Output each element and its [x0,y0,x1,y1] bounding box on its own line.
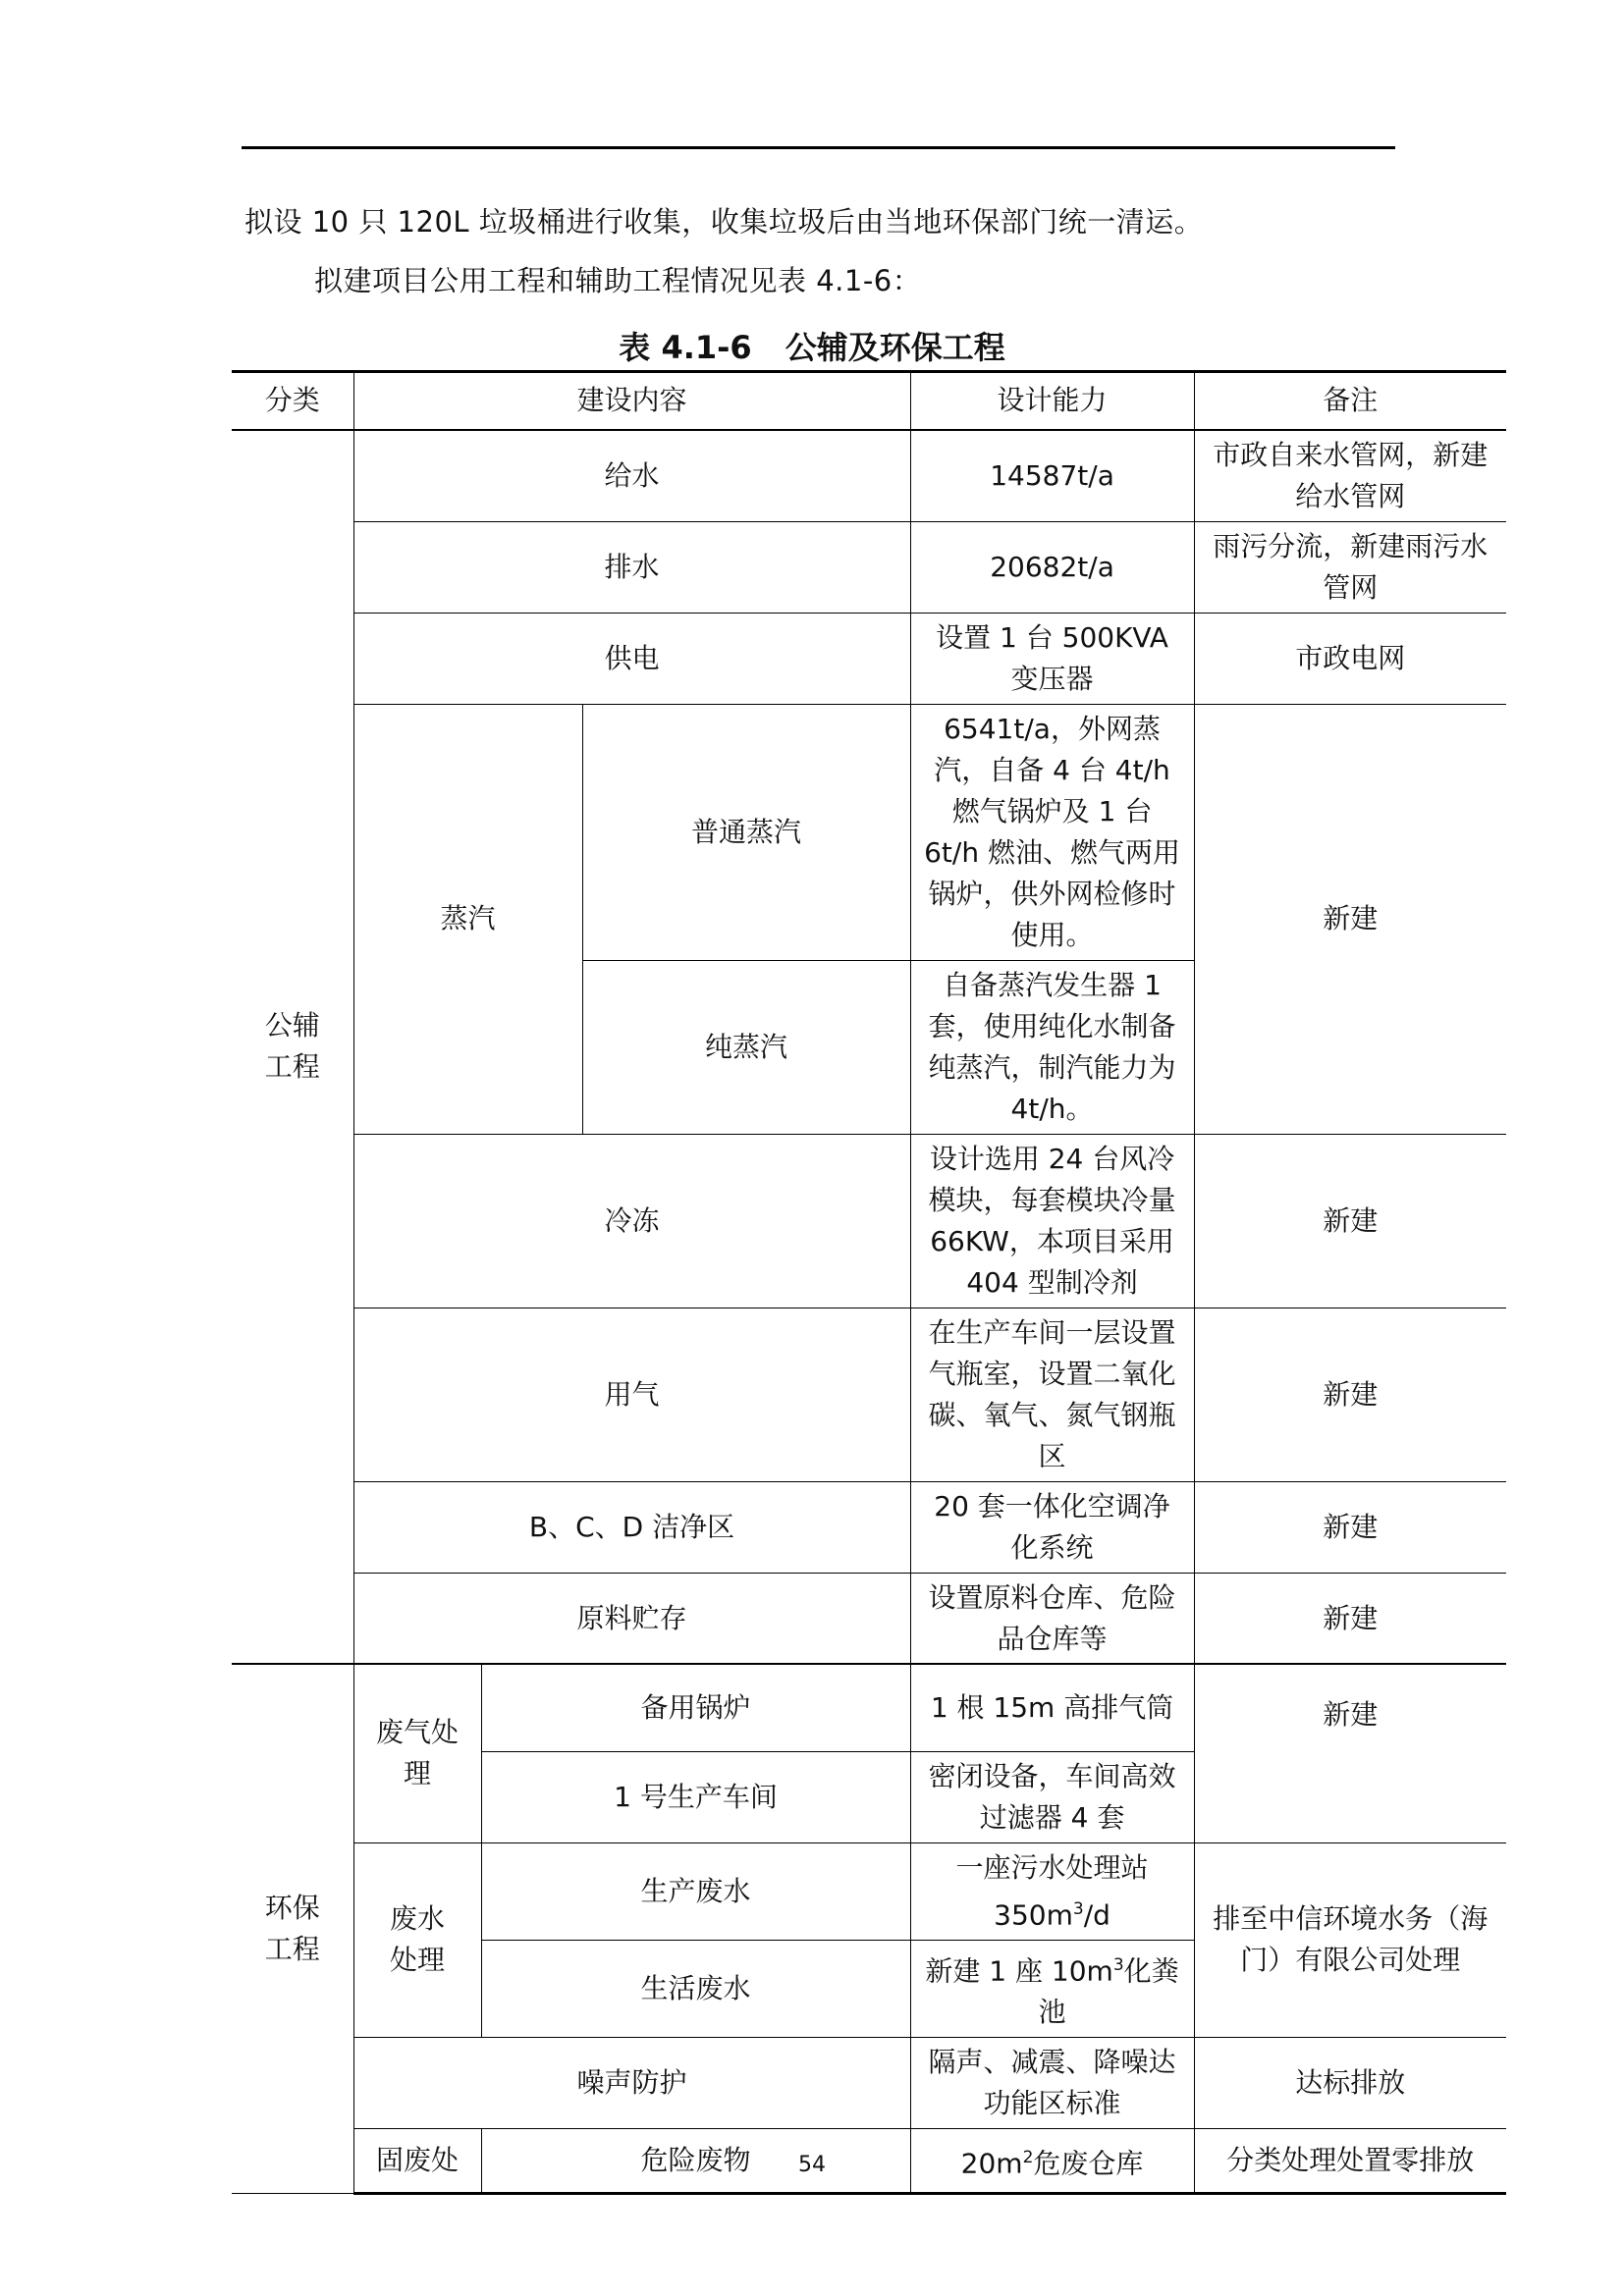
cell-cooling-capacity: 设计选用 24 台风冷模块，每套模块冷量 66KW，本项目采用 404 型制冷剂 [910,1134,1194,1308]
section-huanbao: 环保工程 [232,1664,353,2194]
cell-waste-water: 废水处理 [353,1842,481,2038]
cell-power: 供电 [353,613,910,704]
cell-steam-pure-capacity: 自备蒸汽发生器 1 套，使用纯化水制备纯蒸汽，制汽能力为 4t/h。 [910,960,1194,1134]
cell-steam-normal-capacity: 6541t/a，外网蒸汽，自备 4 台 4t/h 燃气锅炉及 1 台 6t/h 燃油、燃气两用锅炉，供外网检修时使用。 [910,704,1194,960]
table-header-row [232,372,1506,430]
paragraph-1: 拟设 10 只 120L 垃圾桶进行收集，收集垃圾后由当地环保部门统一清运。 [244,205,1204,239]
production-water-capacity-text: 一座污水处理站 [955,1850,1149,1884]
table-caption [0,327,1624,368]
cell-storage: 原料贮存 [353,1573,910,1664]
table-row [232,430,1506,522]
cell-cooling-note: 新建 [1194,1134,1506,1308]
cell-production-water-capacity [910,1842,1194,1940]
facilities-table [232,370,1506,2195]
cell-cooling: 冷冻 [353,1134,910,1308]
cell-drainage-capacity: 20682t/a [910,521,1194,613]
production-water-capacity-sup: 3 [1072,1898,1084,1919]
section-gongfu: 公辅工程 [232,430,353,1665]
header-capacity: 设计能力 [910,372,1194,430]
table-row [232,1134,1506,1308]
header-rule [242,146,1395,149]
cell-boiler-capacity: 1 根 15m 高排气筒 [910,1664,1194,1751]
cell-power-note: 市政电网 [1194,613,1506,704]
cell-steam: 蒸汽 [353,704,582,1134]
cell-waste-water-note: 排至中信环境水务（海门）有限公司处理 [1194,1842,1506,2038]
domestic-water-capacity-sup: 3 [1112,1954,1124,1975]
cell-domestic-water-capacity [910,1940,1194,2037]
cell-solid-waste: 固废处 [353,2129,481,2194]
domestic-water-capacity-text: 新建 1 座 10m [925,1954,1113,1988]
hazardous-capacity-sup: 2 [1022,2147,1034,2167]
cell-boiler: 备用锅炉 [481,1664,910,1751]
header-category: 分类 [232,372,353,430]
cell-noise-capacity: 隔声、减震、降噪达功能区标准 [910,2038,1194,2129]
header-content: 建设内容 [353,372,910,430]
cell-waste-gas-note: 新建 [1194,1664,1506,1842]
cell-gas: 用气 [353,1308,910,1481]
cell-steam-pure: 纯蒸汽 [582,960,910,1134]
cell-domestic-water: 生活废水 [481,1940,910,2037]
cell-noise-note: 达标排放 [1194,2038,1506,2129]
table-row [232,704,1506,960]
cell-water-supply-capacity: 14587t/a [910,430,1194,522]
cell-steam-normal: 普通蒸汽 [582,704,910,960]
cell-workshop-capacity: 密闭设备，车间高效过滤器 4 套 [910,1751,1194,1842]
table-row [232,1481,1506,1573]
table-row [232,1664,1506,1751]
cell-noise: 噪声防护 [353,2038,910,2129]
cell-workshop: 1 号生产车间 [481,1751,910,1842]
cell-clean-area-capacity: 20 套一体化空调净化系统 [910,1481,1194,1573]
page-number: 54 [798,2153,826,2177]
cell-storage-note: 新建 [1194,1573,1506,1664]
cell-solid-waste-note: 分类处理处置零排放 [1194,2129,1506,2194]
caption-title: 公辅及环保工程 [785,329,1005,366]
table-row [232,1842,1506,1940]
cell-drainage: 排水 [353,521,910,613]
table-row [232,2038,1506,2129]
cell-clean-area-note: 新建 [1194,1481,1506,1573]
header-note: 备注 [1194,372,1506,430]
cell-gas-note: 新建 [1194,1308,1506,1481]
cell-drainage-note: 雨污分流，新建雨污水管网 [1194,521,1506,613]
cell-production-water: 生产废水 [481,1842,910,1940]
hazardous-capacity-num: 20m [960,2147,1023,2180]
hazardous-capacity-post: 危废仓库 [1033,2147,1144,2180]
table-row [232,521,1506,613]
production-water-capacity-unit: /d [1083,1897,1110,1931]
cell-water-supply: 给水 [353,430,910,522]
cell-water-supply-note: 市政自来水管网，新建给水管网 [1194,430,1506,522]
caption-number: 表 4.1-6 [619,329,752,366]
table-row [232,613,1506,704]
cell-gas-capacity: 在生产车间一层设置气瓶室，设置二氧化碳、氧气、氮气钢瓶区 [910,1308,1194,1481]
cell-steam-note: 新建 [1194,704,1506,1134]
cell-clean-area: B、C、D 洁净区 [353,1481,910,1573]
paragraph-2: 拟建项目公用工程和辅助工程情况见表 4.1-6： [314,264,922,297]
table-row [232,1308,1506,1481]
cell-hazardous-waste: 危险废物 [481,2129,910,2194]
production-water-capacity-num: 350m [994,1897,1073,1931]
cell-storage-capacity: 设置原料仓库、危险品仓库等 [910,1573,1194,1664]
table-row [232,1573,1506,1664]
cell-power-capacity: 设置 1 台 500KVA 变压器 [910,613,1194,704]
domestic-water-capacity-post: 化粪池 [1038,1954,1179,2029]
cell-waste-gas: 废气处理 [353,1664,481,1842]
